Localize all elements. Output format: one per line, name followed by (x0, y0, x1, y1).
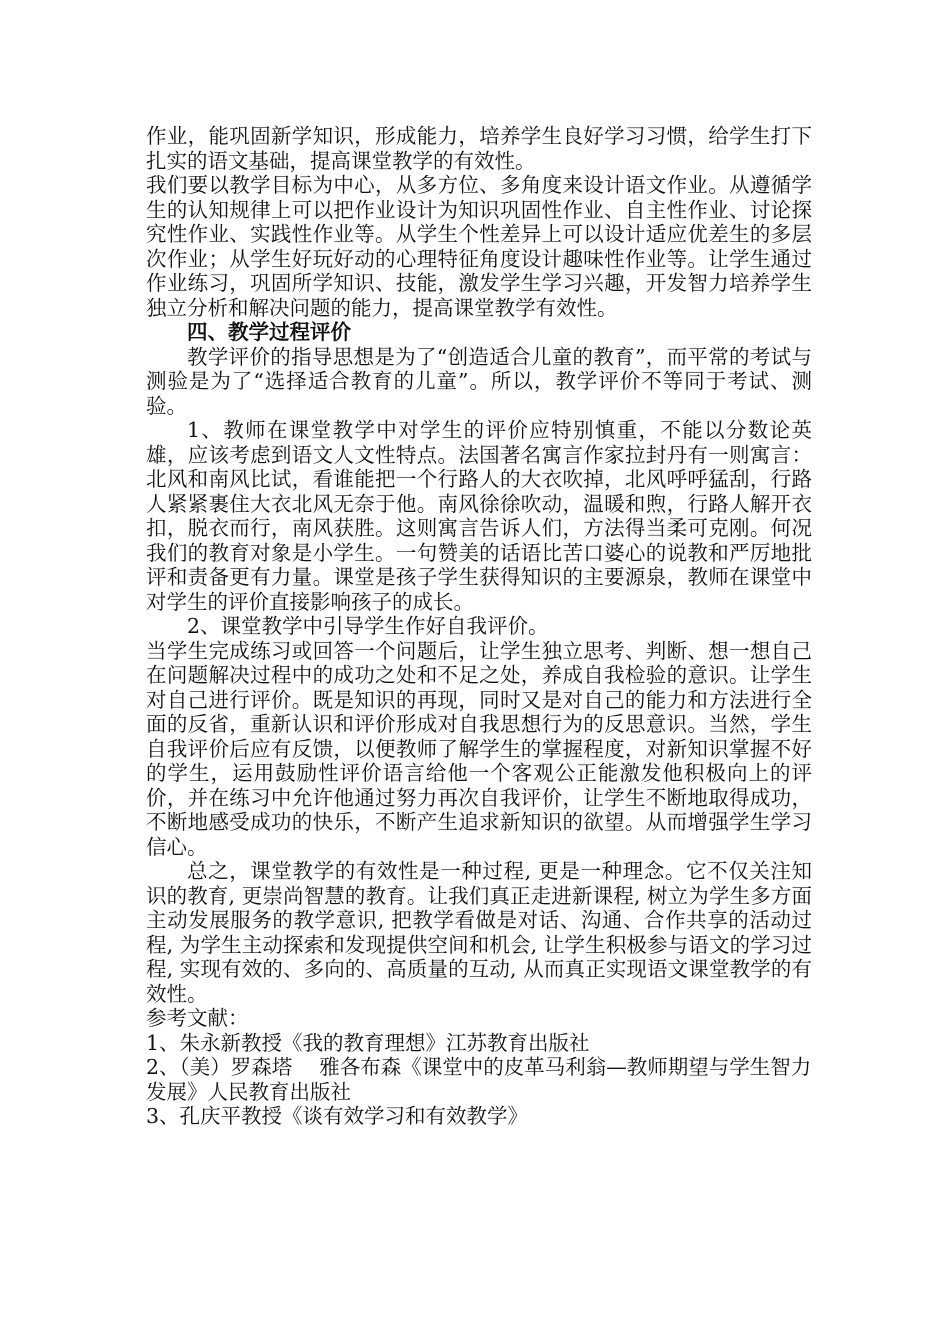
reference-item: 2、（美）罗森塔 雅各布森《课堂中的皮革马利翁—教师期望与学生智力发展》人民教育出版社 (146, 1055, 812, 1104)
body-paragraph: 教学评价的指导思想是为了“创造适合儿童的教育”，而平常的考试与测验是为了“选择适合教育的儿童”。所以，教学评价不等同于考试、测验。 (146, 344, 812, 418)
reference-item: 3、孔庆平教授《谈有效学习和有效教学》 (146, 1104, 529, 1128)
section-heading: 四、教学过程评价 (187, 320, 351, 344)
body-paragraph: 当学生完成练习或回答一个问题后，让学生独立思考、判断、想一想自己在问题解决过程中的成功之处和不足之处，养成自我检验的意识。让学生对自己进行评价。既是知识的再现，同时又是对自己的能力和方法进行全面的反省，重新认识和评价形成对自我思想行为的反思意识。当然，学生自我评价后应有反馈，以便教师了解学生的掌握程度，对新知识掌握不好的学生，运用鼓励性评价语言给他一个客观公正能激发他积极向上的评价，并在练习中允许他通过努力再次自我评价，让学生不断地取得成功，不断地感受成功的快乐，不断产生追求新知识的欲望。从而增强学生学习信心。 (146, 638, 812, 859)
body-paragraph: 作业，能巩固新学知识，形成能力，培养学生良好学习习惯，给学生打下扎实的语文基础，提高课堂教学的有效性。 (146, 124, 812, 173)
subheading-paragraph: 2、课堂教学中引导学生作好自我评价。 (187, 614, 549, 638)
body-paragraph: 我们要以教学目标为中心，从多方位、多角度来设计语文作业。从遵循学生的认知规律上可以把作业设计为知识巩固性作业、自主性作业、讨论探究性作业、实践性作业等。从学生个性差异上可以设计适应优差生的多层次作业；从学生好玩好动的心理特征角度设计趣味性作业等。让学生通过作业练习，巩固所学知识、技能，激发学生学习兴趣，开发智力培养学生独立分析和解决问题的能力，提高课堂教学有效性。 (146, 173, 812, 320)
body-paragraph: 1、教师在课堂教学中对学生的评价应特别慎重，不能以分数论英雄，应该考虑到语文人文性特点。法国著名寓言作家拉封丹有一则寓言：北风和南风比试，看谁能把一个行路人的大衣吹掉，北风呼呼猛刮，行路人紧紧裹住大衣北风无奈于他。南风徐徐吹动，温暖和煦，行路人解开衣扣，脱衣而行，南风获胜。这则寓言告诉人们，方法得当柔可克刚。何况我们的教育对象是小学生。一句赞美的话语比苦口婆心的说教和严厉地批评和责备更有力量。课堂是孩子学生获得知识的主要源泉，教师在课堂中对学生的评价直接影响孩子的成长。 (146, 418, 812, 614)
reference-item: 1、朱永新教授《我的教育理想》江苏教育出版社 (146, 1030, 590, 1055)
references-title: 参考文献： (146, 1006, 249, 1030)
document-page (146, 124, 812, 1129)
summary-paragraph: 总之，课堂教学的有效性是一种过程, 更是一种理念。它不仅关注知识的教育, 更崇尚智慧的教育。让我们真正走进新课程, 树立为学生多方面主动发展服务的教学意识, 把教学看做是对话、沟通、合作共享的活动过程, 为学生主动探索和发现提供空间和机会, 让学生积极参与语文的学习过程, 实现有效的、多向的、高质量的互动, 从而真正实现语文课堂教学的有效性。 (146, 859, 812, 1006)
